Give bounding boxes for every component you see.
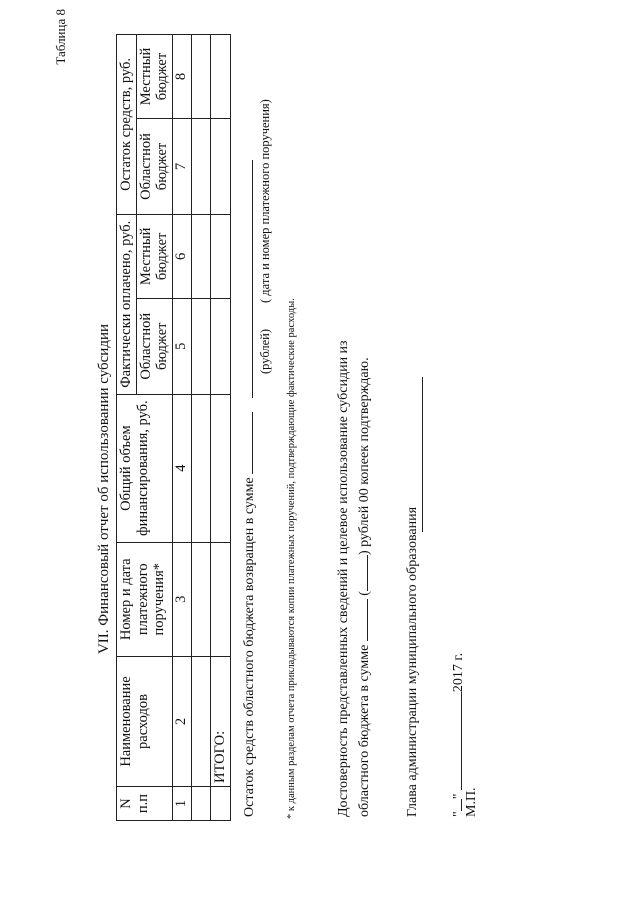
return-statement xyxy=(238,160,258,817)
table-cell xyxy=(192,119,211,215)
hint-payment-order: ( дата и номер платежного поручения) xyxy=(258,99,272,303)
subheader-paid-regional: Областной бюджет xyxy=(136,298,172,394)
header-row xyxy=(117,35,137,821)
table-cell xyxy=(211,119,231,215)
month-blank xyxy=(447,692,462,790)
attestation-line-2 xyxy=(353,357,373,817)
open-paren: ( xyxy=(357,591,372,596)
date-year: 2017 г. xyxy=(451,652,466,693)
section-title: VII. Финансовый отчет об использовании субсидии xyxy=(96,323,112,655)
financial-report-table xyxy=(116,34,231,821)
signature-line xyxy=(422,377,423,532)
return-text: Остаток средств областного бюджета возвращен в сумме xyxy=(242,477,257,817)
table-cell xyxy=(192,542,211,656)
table-cell xyxy=(192,394,211,542)
table-cell xyxy=(211,35,231,119)
column-number-5: 5 xyxy=(173,298,192,394)
header-col-total-financing: Общий объем финансирования, руб. xyxy=(117,394,173,542)
document-page xyxy=(1,0,640,899)
column-number-4: 4 xyxy=(173,394,192,542)
day-blank xyxy=(447,799,462,811)
column-number-1: 1 xyxy=(173,787,192,821)
column-number-3: 3 xyxy=(173,542,192,656)
header-col-payment-order: Номер и дата платежного поручения* xyxy=(117,542,173,656)
date-quote-close: " xyxy=(451,793,466,800)
subheader-balance-local: Местный бюджет xyxy=(136,35,172,119)
total-row xyxy=(211,35,231,821)
attestation-line-1: Достоверность представленных сведений и целевое использование субсидии из xyxy=(336,340,351,817)
amount-words-blank xyxy=(353,555,368,591)
header-col-expense-name: Наименование расходов xyxy=(117,656,173,786)
table-cell xyxy=(211,394,231,542)
table-cell xyxy=(211,542,231,656)
hint-rubles: (рублей) xyxy=(258,328,272,374)
table-cell xyxy=(192,35,211,119)
table-cell xyxy=(192,298,211,394)
column-number-6: 6 xyxy=(173,214,192,298)
amount-figures-blank xyxy=(353,599,368,641)
table-cell xyxy=(192,656,211,786)
total-label: ИТОГО: xyxy=(211,656,231,786)
table-cell xyxy=(211,787,231,821)
attestation-end-text: ) рублей 00 копеек подтверждаю. xyxy=(357,357,372,556)
table-cell xyxy=(211,298,231,394)
attestation-amount-text: областного бюджета в сумме xyxy=(357,644,372,817)
header-group-actually-paid: Фактически оплачено, руб. xyxy=(117,214,137,394)
column-number-7: 7 xyxy=(173,119,192,215)
empty-data-row xyxy=(192,35,211,821)
stamp-place-label: М.П. xyxy=(464,787,479,817)
return-amount-blank xyxy=(238,412,253,474)
table-caption: Таблица 8 xyxy=(53,9,68,65)
column-number-2: 2 xyxy=(173,656,192,786)
column-number-8: 8 xyxy=(173,35,192,119)
return-payment-blank xyxy=(238,160,253,398)
table-cell xyxy=(211,214,231,298)
column-number-row xyxy=(173,35,192,821)
subheader-paid-local: Местный бюджет xyxy=(136,214,172,298)
table-cell xyxy=(192,787,211,821)
table-cell xyxy=(192,214,211,298)
header-group-balance: Остаток средств, руб. xyxy=(117,35,137,215)
head-of-administration-label: Глава администрации муниципального образования xyxy=(405,506,420,817)
subheader-balance-regional: Областной бюджет xyxy=(136,119,172,215)
header-col-number: N п.п xyxy=(117,787,173,821)
footnote: * к данным разделам отчета прикладываются копии платежных поручений, подтверждающие фактические расходы. xyxy=(286,298,297,819)
date-quote-open: " xyxy=(451,811,466,817)
